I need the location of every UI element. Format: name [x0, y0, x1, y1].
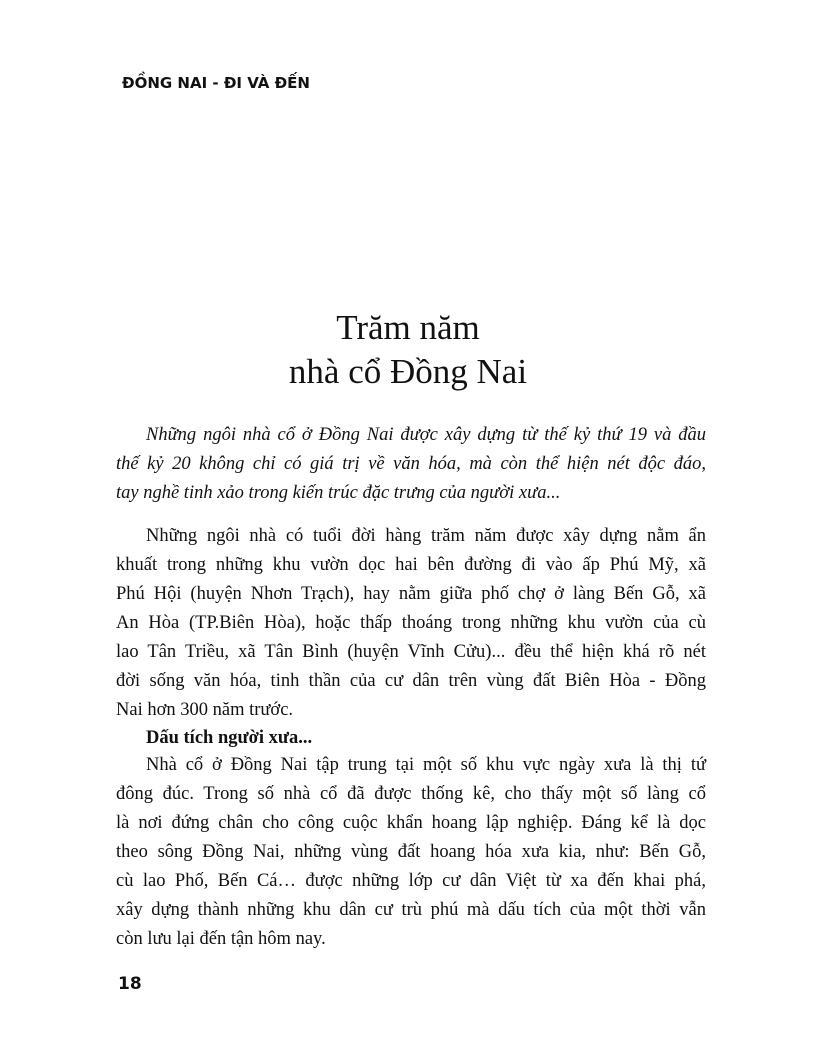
body-paragraph-1	[116, 522, 706, 725]
body-line: Phú Hội (huyện Nhơn Trạch), hay nằm giữa phố chợ ở làng Bến Gỗ, xã	[116, 584, 706, 604]
chapter-title	[0, 306, 816, 394]
lead-line: Những ngôi nhà cổ ở Đồng Nai được xây dựng từ thế kỷ thứ 19 và đầu	[146, 425, 706, 445]
body-line: Những ngôi nhà có tuổi đời hàng trăm năm được xây dựng nằm ẩn	[146, 526, 706, 546]
page-number: 18	[118, 974, 142, 994]
body-line: còn lưu lại đến tận hôm nay.	[116, 929, 326, 949]
lead-line: thế kỷ 20 không chỉ có giá trị về văn hóa, mà còn thể hiện nét độc đáo,	[116, 454, 706, 474]
body-line: Nai hơn 300 năm trước.	[116, 700, 294, 720]
chapter-title-line-2: nhà cổ Đồng Nai	[288, 352, 528, 391]
lead-paragraph	[116, 421, 706, 508]
section-subheading: Dấu tích người xưa...	[146, 728, 313, 748]
body-paragraph-2	[116, 751, 706, 954]
body-line: xây dựng thành những khu dân cư trù phú mà dấu tích của một thời vẫn	[116, 900, 706, 920]
body-line: cù lao Phố, Bến Cá… được những lớp cư dân Việt từ xa đến khai phá,	[116, 871, 706, 891]
running-head: ĐỒNG NAI - ĐI VÀ ĐẾN	[122, 74, 310, 92]
body-line: Nhà cổ ở Đồng Nai tập trung tại một số khu vực ngày xưa là thị tứ	[146, 755, 706, 775]
body-line: An Hòa (TP.Biên Hòa), hoặc thấp thoáng trong những khu vườn của cù	[116, 613, 706, 633]
body-line: là nơi đứng chân cho công cuộc khẩn hoang lập nghiệp. Đáng kể là dọc	[116, 813, 706, 833]
body-line: theo sông Đồng Nai, những vùng đất hoang hóa xưa kia, như: Bến Gỗ,	[116, 842, 706, 862]
body-line: đông đúc. Trong số nhà cổ đã được thống kê, cho thấy một số làng cổ	[116, 784, 706, 804]
body-line: đời sống văn hóa, tinh thần của cư dân trên vùng đất Biên Hòa - Đồng	[116, 671, 706, 691]
chapter-title-line-1: Trăm năm	[336, 308, 480, 347]
body-line: khuất trong những khu vườn dọc hai bên đường đi vào ấp Phú Mỹ, xã	[116, 555, 706, 575]
body-line: lao Tân Triều, xã Tân Bình (huyện Vĩnh Cửu)... đều thể hiện khá rõ nét	[116, 642, 706, 662]
lead-line: tay nghề tinh xảo trong kiến trúc đặc trưng của người xưa...	[116, 483, 561, 503]
